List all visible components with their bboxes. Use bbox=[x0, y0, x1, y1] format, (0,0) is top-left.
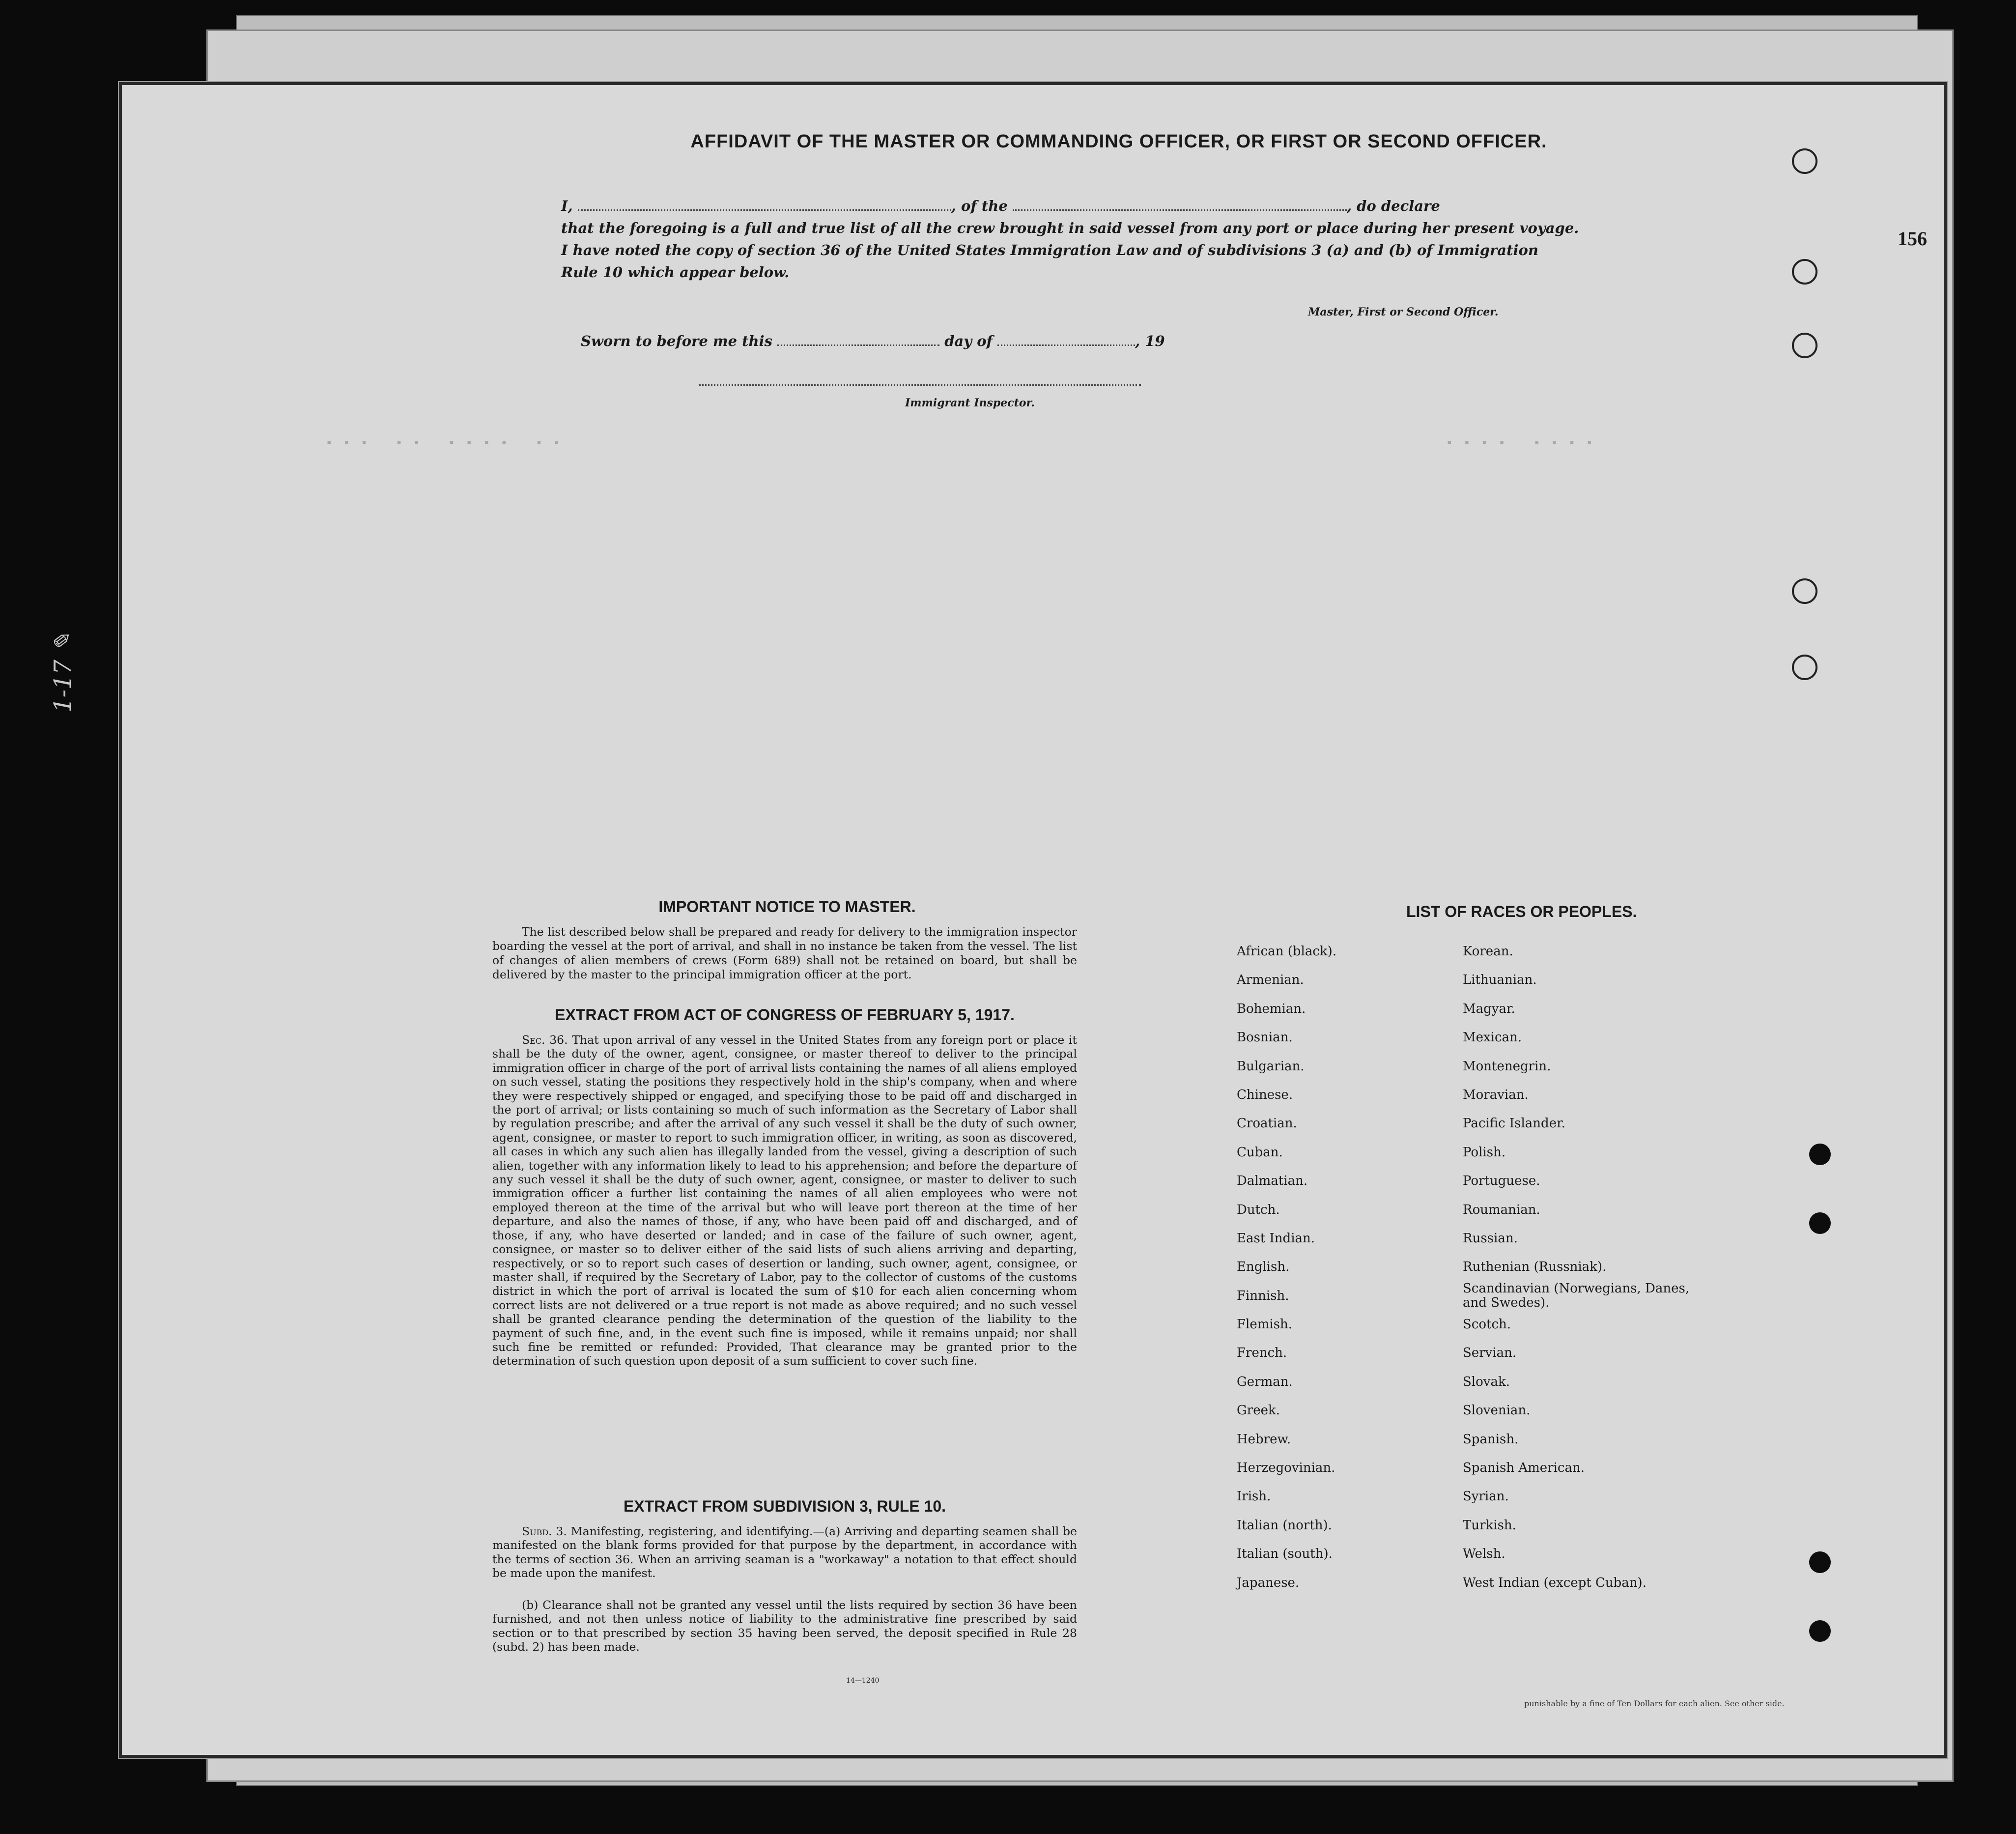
rule-extract-para-a: Subd. 3. Manifesting, registering, and identifying.—(a) Arriving and departing seamen shall be manifested on the blank forms provided for that purpose by the department, in accordance with the terms of section 36. When an arriving seaman is a "workaway" a notation to that effect should be made upon the manifest. bbox=[492, 1524, 1077, 1580]
act-extract-text: Sec. 36. That upon arrival of any vessel in the United States from any foreign port or place it shall be the duty of the owner, agent, consignee, or master thereof to deliver to the principal immigration officer in charge of the port of arrival lists containing the names of all aliens employed on such vessel, stating the positions they respectively hold in the ship's company, when and where they were respectively shipped or engaged, and specifying those to be paid off and discharged in the port of arrival; or lists containing so much of such information as the Secretary of Labor shall by regulation prescribe; and after the arrival of any such vessel it shall be the duty of such owner, agent, consignee, or master to report to such immigration officer, in writing, as soon as discovered, all cases in which any such alien has illegally landed from the vessel, giving a description of such alien, together with any information likely to lead to his apprehension; and before the departure of any such vessel it shall be the duty of such owner, agent, consignee, or master to deliver to such immigration officer a further list containing the names of all alien employees who were not employed thereon at the time of the arrival but who will leave port thereon at the time of her departure, and also the names of those, if any, who have been paid off and discharged, and of those, if any, who have deserted or landed; and in case of the failure of such owner, agent, consignee, or master so to deliver either of the said lists of such aliens arriving and departing, respectively, or so to report such cases of desertion or landing, such owner, agent, consignee, or master shall, if required by the Secretary of Labor, pay to the collector of customs of the customs district in which the port of arrival is located the sum of $10 for each alien concerning whom correct lists are not delivered or a true report is not made as above required; and no such vessel shall be granted clearance pending the determination of the question of the liability to the payment of such fine, and, in the event such fine is imposed, while it remains unpaid; nor shall such fine be remitted or refunded: Provided, That clearance may be granted prior to the determination of such question upon deposit of a sum sufficient to cover such fine. bbox=[492, 1033, 1077, 1368]
sworn-month-field[interactable] bbox=[997, 333, 1135, 346]
bottom-note: punishable by a fine of Ten Dollars for each alien. See other side. bbox=[1524, 1699, 1785, 1708]
races-right-column bbox=[1463, 937, 1699, 1597]
race-item-right: Welsh. bbox=[1463, 1547, 1505, 1562]
binder-hole bbox=[1792, 148, 1817, 174]
race-item-left: African (black). bbox=[1237, 944, 1337, 959]
race-item-left: Finnish. bbox=[1237, 1288, 1289, 1303]
race-item-left: English. bbox=[1237, 1260, 1290, 1275]
binder-hole bbox=[1809, 1551, 1831, 1573]
binder-hole bbox=[1792, 655, 1817, 680]
race-item-left: French. bbox=[1237, 1346, 1287, 1361]
race-item-right: Polish. bbox=[1463, 1145, 1506, 1160]
race-item-left: Flemish. bbox=[1237, 1317, 1293, 1332]
rule-extract-para-b: (b) Clearance shall not be granted any vessel until the lists required by section 36 have been furnished, and not then unless notice of liability to the administrative fine prescribed by said section or to that prescribed by section 35 having been served, the deposit specified in Rule 28 (subd. 2) has been made. bbox=[492, 1598, 1077, 1654]
binder-hole bbox=[1792, 578, 1817, 604]
race-item-right: Montenegrin. bbox=[1463, 1059, 1551, 1074]
inspector-label: Immigrant Inspector. bbox=[905, 397, 1035, 409]
inspector-signature-line[interactable] bbox=[699, 384, 1141, 386]
binder-hole bbox=[1809, 1144, 1831, 1165]
binder-hole bbox=[1792, 259, 1817, 285]
signature-label: Master, First or Second Officer. bbox=[1308, 306, 1499, 318]
race-item-left: Dutch. bbox=[1237, 1202, 1280, 1217]
race-item-right: Scotch. bbox=[1463, 1317, 1511, 1332]
sworn-line: Sworn to before me this day of , 19 bbox=[581, 333, 1165, 349]
race-item-left: Bohemian. bbox=[1237, 1001, 1306, 1016]
affidavit-title: AFFIDAVIT OF THE MASTER OR COMMANDING OFFICER, OR FIRST OR SECOND OFFICER. bbox=[690, 131, 1547, 152]
race-item-right: Slovenian. bbox=[1463, 1403, 1531, 1418]
notice-title: IMPORTANT NOTICE TO MASTER. bbox=[658, 898, 916, 916]
act-extract-title: EXTRACT FROM ACT OF CONGRESS OF FEBRUARY 5, 1917. bbox=[555, 1006, 1015, 1024]
vessel-field[interactable] bbox=[1013, 198, 1347, 211]
race-item-left: Italian (north). bbox=[1237, 1518, 1332, 1533]
race-item-left: East Indian. bbox=[1237, 1231, 1315, 1246]
bleed-through: ▪▪▪▪ ▪▪▪▪ bbox=[1446, 436, 1603, 451]
notice-text: The list described below shall be prepared and ready for delivery to the immigration inspector boarding the vessel at the port of arrival, and shall in no instance be taken from the vessel. The list of changes of alien members of crews (Form 689) shall not be retained on board, but shall be delivered by the master to the principal immigration officer at the port. bbox=[492, 925, 1077, 981]
race-item-left: Greek. bbox=[1237, 1403, 1280, 1418]
race-item-right: Scandinavian (Norwegians, Danes, and Swedes). bbox=[1463, 1281, 1690, 1310]
race-item-left: Armenian. bbox=[1237, 973, 1304, 988]
race-item-right: Turkish. bbox=[1463, 1518, 1516, 1533]
race-item-left: Herzegovinian. bbox=[1237, 1461, 1335, 1476]
race-item-left: Croatian. bbox=[1237, 1116, 1297, 1131]
sworn-day-field[interactable] bbox=[777, 333, 939, 346]
affidavit-line-3: I have noted the copy of section 36 of the United States Immigration Law and of subdivisions 3 (a) and (b) of Immigration bbox=[561, 242, 1538, 258]
rule-extract-title: EXTRACT FROM SUBDIVISION 3, RULE 10. bbox=[623, 1497, 946, 1515]
form-code: 14—1240 bbox=[846, 1677, 880, 1685]
race-item-right: Pacific Islander. bbox=[1463, 1116, 1565, 1131]
race-item-right: Ruthenian (Russniak). bbox=[1463, 1260, 1607, 1275]
race-item-right: Mexican. bbox=[1463, 1030, 1522, 1045]
race-item-left: Japanese. bbox=[1237, 1575, 1300, 1590]
race-item-left: German. bbox=[1237, 1374, 1293, 1389]
race-item-right: Spanish. bbox=[1463, 1432, 1519, 1447]
side-handwriting: 1-17 ✎ bbox=[49, 632, 77, 713]
race-item-left: Irish. bbox=[1237, 1489, 1271, 1504]
race-item-right: Moravian. bbox=[1463, 1087, 1529, 1102]
race-item-right: Lithuanian. bbox=[1463, 973, 1537, 988]
races-left-column bbox=[1237, 937, 1336, 1597]
race-item-right: Spanish American. bbox=[1463, 1461, 1585, 1476]
race-item-left: Cuban. bbox=[1237, 1145, 1283, 1160]
race-item-right: Slovak. bbox=[1463, 1374, 1510, 1389]
races-title: LIST OF RACES OR PEOPLES. bbox=[1406, 903, 1637, 920]
affidavit-line-2: that the foregoing is a full and true list of all the crew brought in said vessel from any port or place during her present voyage. bbox=[561, 220, 1579, 236]
race-item-right: West Indian (except Cuban). bbox=[1463, 1575, 1647, 1590]
binder-hole bbox=[1809, 1620, 1831, 1642]
race-item-right: Roumanian. bbox=[1463, 1202, 1540, 1217]
binder-hole bbox=[1792, 333, 1817, 358]
affidavit-body bbox=[561, 195, 1608, 284]
bleed-through: ▪▪▪ ▪▪ ▪▪▪▪ ▪▪ bbox=[325, 436, 570, 451]
race-item-right: Russian. bbox=[1463, 1231, 1518, 1246]
race-item-right: Korean. bbox=[1463, 944, 1513, 959]
binder-hole bbox=[1809, 1212, 1831, 1234]
page-number-stamp: 156 bbox=[1898, 228, 1927, 250]
document-page bbox=[118, 81, 1948, 1759]
race-item-left: Hebrew. bbox=[1237, 1432, 1291, 1447]
race-item-left: Chinese. bbox=[1237, 1087, 1293, 1102]
race-item-right: Magyar. bbox=[1463, 1001, 1515, 1016]
race-item-left: Dalmatian. bbox=[1237, 1174, 1308, 1189]
race-item-left: Italian (south). bbox=[1237, 1547, 1333, 1562]
race-item-left: Bulgarian. bbox=[1237, 1059, 1305, 1074]
name-field[interactable] bbox=[578, 198, 951, 211]
race-item-left: Bosnian. bbox=[1237, 1030, 1293, 1045]
race-item-right: Syrian. bbox=[1463, 1489, 1509, 1504]
race-item-right: Portuguese. bbox=[1463, 1174, 1540, 1189]
affidavit-line-4: Rule 10 which appear below. bbox=[561, 264, 790, 281]
race-item-right: Servian. bbox=[1463, 1346, 1517, 1361]
affidavit-line-1: I, , of the , do declare bbox=[561, 198, 1440, 214]
